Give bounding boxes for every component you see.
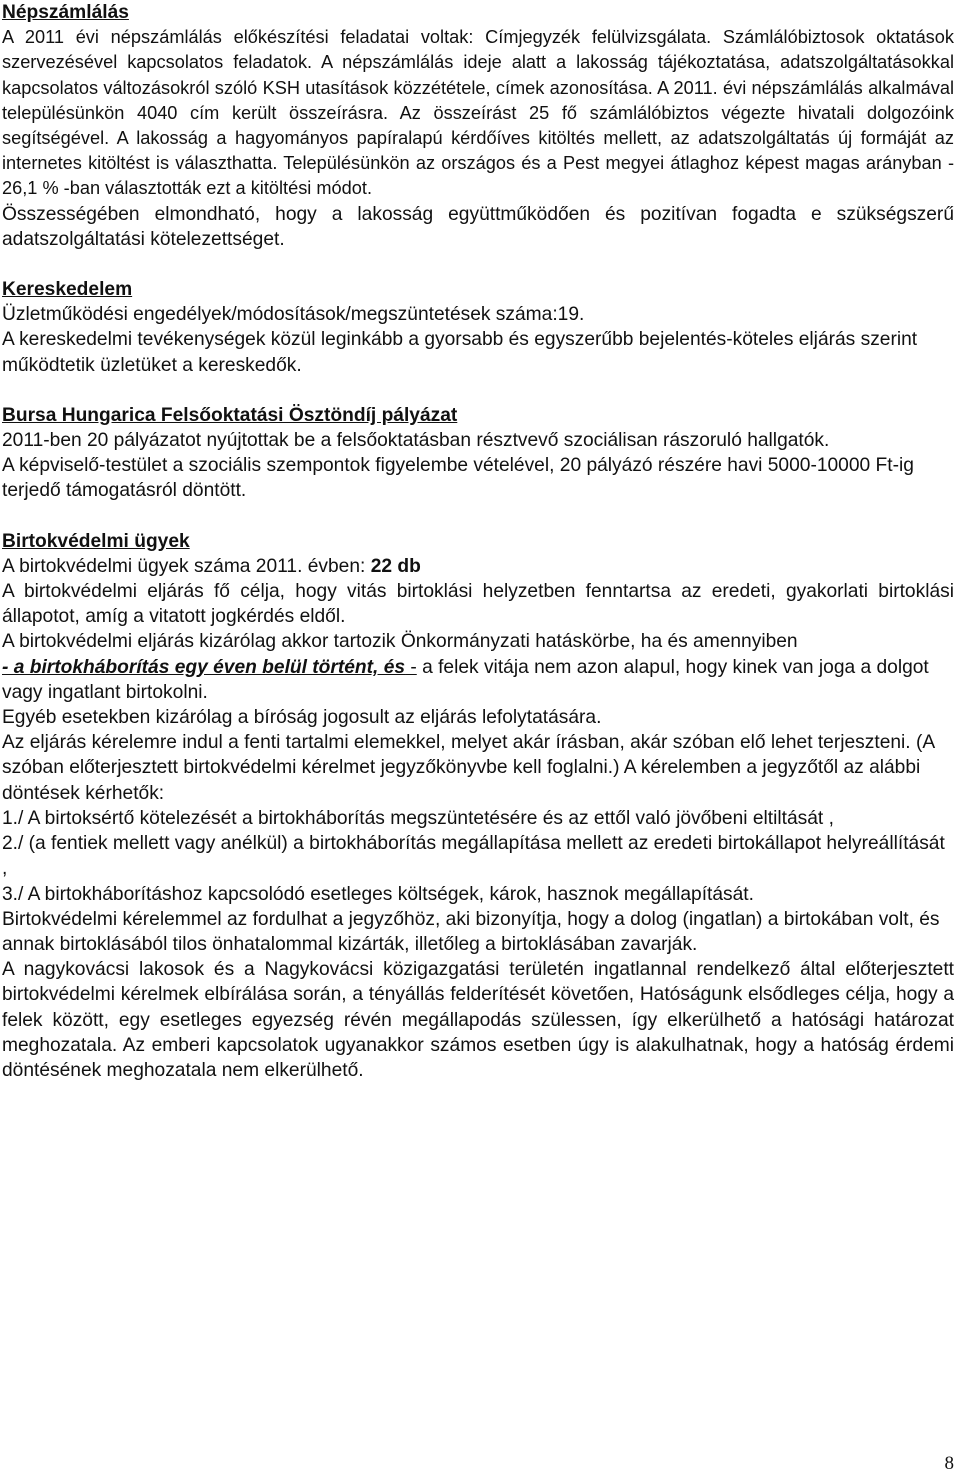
page-number: 8 bbox=[944, 1453, 954, 1474]
birtok-paragraph-4: Egyéb esetekben kizárólag a bíróság jogosult az eljárás lefolytatására. bbox=[2, 707, 602, 729]
nepszamlalas-paragraph-2: Összességében elmondható, hogy a lakosság együttműködően és pozitívan fogadta e szükségszerű adatszolgáltatási kötelezettséget. bbox=[2, 203, 954, 250]
birtok-condition-dash: - bbox=[405, 656, 417, 678]
section-title-birtokvedelem: Birtokvédelmi ügyek bbox=[2, 530, 190, 552]
birtok-list-item-2: 2./ (a fentiek mellett vagy anélkül) a birtokháborítás megállapítása mellett az eredeti birtokállapot helyreállítását , bbox=[2, 833, 945, 880]
kereskedelem-paragraph-2: A kereskedelmi tevékenységek közül leginkább a gyorsabb és egyszerűbb bejelentés-köteles eljárás szerint működtetik üzletüket a kereskedők. bbox=[2, 329, 918, 376]
birtok-paragraph-6: Birtokvédelmi kérelemmel az fordulhat a jegyzőhöz, aki bizonyítja, hogy a dolog (ingatlan) a birtokában volt, és annak birtoklásából tilos önhatalommal kizárták, illetőleg a birtoklásában zavarják. bbox=[2, 908, 940, 955]
birtok-count-label: A birtokvédelmi ügyek száma 2011. évben: bbox=[2, 555, 371, 577]
section-title-kereskedelem: Kereskedelem bbox=[2, 279, 133, 301]
birtok-paragraph-2: A birtokvédelmi eljárás kizárólag akkor tartozik Önkormányzati hatáskörbe, ha és amennyiben bbox=[2, 631, 798, 653]
birtok-paragraph-3 bbox=[2, 655, 954, 705]
document-page bbox=[2, 0, 954, 1083]
kereskedelem-paragraph-1: Üzletműködési engedélyek/módosítások/megszüntetések száma:19. bbox=[2, 304, 585, 326]
bursa-paragraph-1: 2011-ben 20 pályázatot nyújtottak be a felsőoktatásban résztvevő szociálisan rászoruló hallgatók. bbox=[2, 430, 830, 452]
birtok-paragraph-5: Az eljárás kérelemre indul a fenti tartalmi elemekkel, melyet akár írásban, akár szóban elő lehet terjeszteni. (A szóban előterjesztett birtokvédelmi kérelmet jegyzőkönyvbe kell foglalni.) A kérelemben a jegyzőtől az alábbi döntések kérhetők: bbox=[2, 732, 935, 804]
birtok-list-item-3: 3./ A birtokháborításhoz kapcsolódó esetleges költségek, károk, hasznok megállapítását. bbox=[2, 883, 754, 905]
section-title-nepszamlalas: Népszámlálás bbox=[2, 2, 129, 23]
birtok-list-item-1: 1./ A birtoksértő kötelezését a birtokháborítás megszüntetésére és az ettől való jövőbeni eltiltását , bbox=[2, 807, 834, 829]
birtok-paragraph-1: A birtokvédelmi eljárás fő célja, hogy vitás birtoklási helyzetben fenntartsa az eredeti, gyakorlati birtoklási állapotot, amíg a vitatott jogkérdés eldől. bbox=[2, 581, 954, 628]
birtok-paragraph-7: A nagykovácsi lakosok és a Nagykovácsi közigazgatási területén ingatlannal rendelkező által előterjesztett birtokvédelmi kérelmek elbírálása során, a tényállás felderítését követően, Hatóságunk elsődleges célja, hogy a felek között, egy esetleges egyezség révén megállapodás szülessen, így elkerülhető a hatósági határozat meghozatala. Az emberi kapcsolatok ugyanakkor számos esetben úgy is alakulhatnak, hogy a hatóság érdemi döntésének meghozatala nem elkerülhető. bbox=[2, 959, 954, 1081]
birtok-count-line bbox=[2, 554, 954, 579]
bursa-paragraph-2: A képviselő-testület a szociális szempontok figyelembe vételével, 20 pályázó részére havi 5000-10000 Ft-ig terjedő támogatásról döntött. bbox=[2, 455, 914, 502]
birtok-condition-rest: a felek vitája nem azon alapul, hogy kinek van joga a dolgot vagy ingatlant birtokolni. bbox=[2, 656, 929, 703]
section-title-bursa: Bursa Hungarica Felsőoktatási Ösztöndíj pályázat bbox=[2, 404, 458, 426]
birtok-count-value: 22 db bbox=[370, 555, 421, 577]
birtok-condition-emphasis: - a birtokháborítás egy éven belül történt, és bbox=[2, 656, 406, 678]
nepszamlalas-paragraph-1: A 2011 évi népszámlálás előkészítési feladatai voltak: Címjegyzék felülvizsgálata. Számlálóbiztosok oktatások szervezésével kapcsolatos feladatok. A népszámlálás ideje alatt a lakosság tájékoztatása, adatszolgáltatásokkal kapcsolatos változásokról szóló KSH utasítások közzététele, címek azonosítása. A 2011. évi népszámlálás alkalmával településünkön 4040 cím került összeírásra. Az összeírást 25 fő számlálóbiztos végezte hivatali dolgozóink segítségével. A lakosság a hagyományos papíralapú kérdőíves kitöltés mellett, az adatszolgáltatás új formáját az internetes kitöltést is választhatta. Településünkön az országos és a Pest megyei átlaghoz képest magas arányban - 26,1 % -ban választották ezt a kitöltési módot. bbox=[2, 27, 954, 199]
